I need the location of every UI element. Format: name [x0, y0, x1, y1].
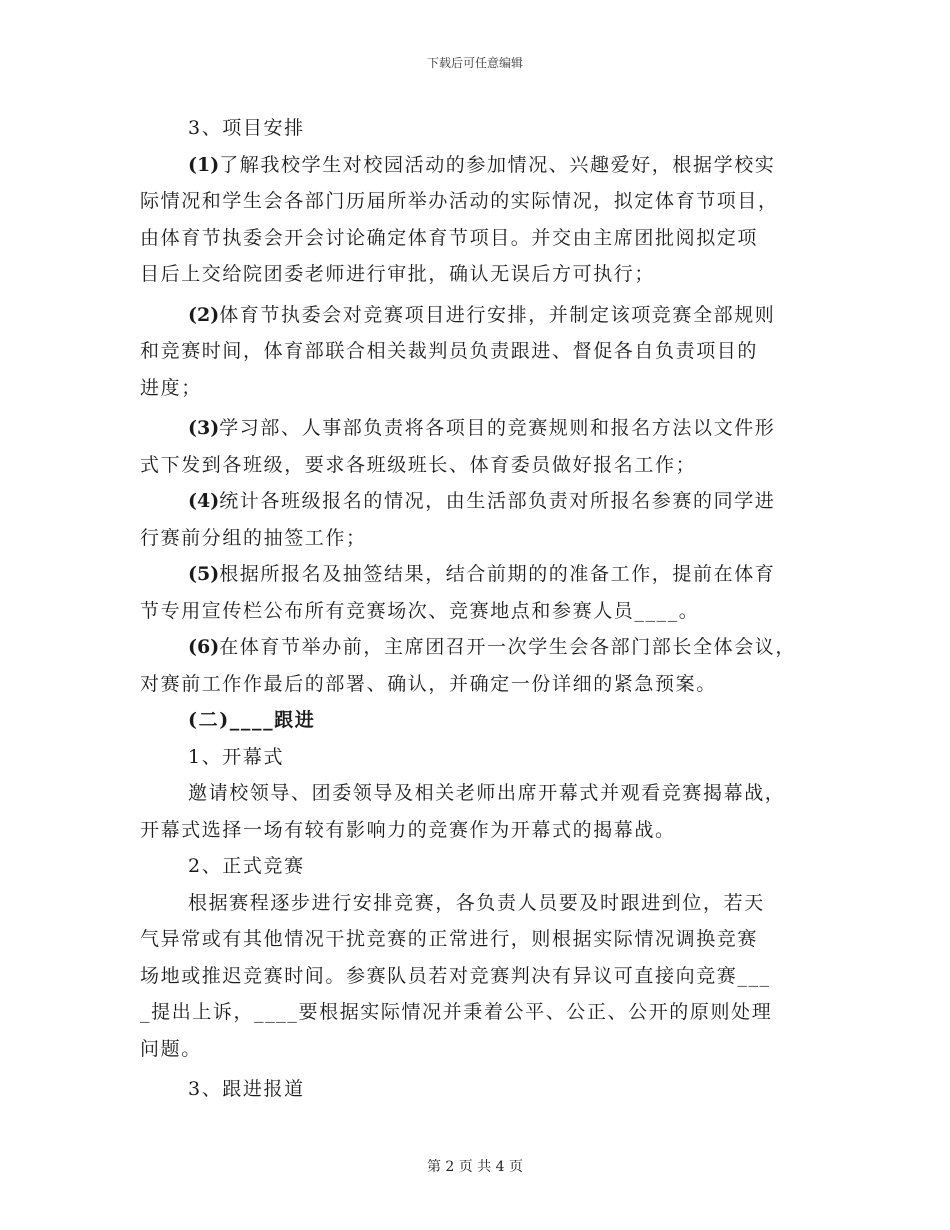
paragraph-line: 气异常或有其他情况干扰竞赛的正常进行，则根据实际情况调换竞赛 — [140, 928, 759, 950]
paragraph-line: 根据所报名及抽签结果，结合前期的的准备工作，提前在体育 — [219, 563, 776, 585]
paragraph-line: 场地或推迟竞赛时间。参赛队员若对竞赛判决有异议可直接向竞赛___ — [140, 964, 771, 987]
paragraph-line: 邀请校领导、团委领导及相关老师出席开幕式并观看竞赛揭幕战， — [188, 782, 786, 804]
paragraph-4 — [140, 483, 820, 556]
section-title-opening: 1、开幕式 — [188, 745, 285, 768]
section-title-project-arrangement: 3、项目安排 — [188, 117, 305, 139]
paragraph-2 — [140, 297, 820, 407]
paragraph-5 — [140, 556, 820, 629]
paragraph-opening — [140, 775, 820, 848]
paragraph-line: _提出上诉，____要根据实际情况并秉着公平、公正、公开的原则处理 — [140, 1001, 773, 1023]
item-number: (1) — [188, 153, 220, 176]
item-number: (6) — [188, 636, 220, 658]
paragraph-line: 进度； — [140, 376, 202, 399]
header-note: 下载后可任意编辑 — [426, 56, 523, 70]
paragraph-line: 节专用宣传栏公布所有竞赛场次、竞赛地点和参赛人员____。 — [140, 599, 700, 622]
paragraph-1 — [140, 147, 820, 293]
paragraph-line: 学习部、人事部负责将各项目的竞赛规则和报名方法以文件形 — [219, 417, 776, 439]
paragraph-line: 际情况和学生会各部门历届所举办活动的实际情况，拟定体育节项目， — [140, 190, 779, 212]
section-title-follow-up-report: 3、跟进报道 — [188, 1078, 305, 1100]
paragraph-line: 目后上交给院团委老师进行审批，确认无误后方可执行； — [140, 263, 656, 285]
paragraph-line: 由体育节执委会开会讨论确定体育节项目。并交由主席团批阅拟定项 — [140, 226, 759, 249]
paragraph-3 — [140, 410, 820, 483]
paragraph-line: 在体育节举办前，主席团召开一次学生会各部门部长全体会议， — [219, 636, 797, 658]
item-number: (4) — [188, 490, 220, 512]
item-number: (3) — [188, 417, 220, 439]
paragraph-formal — [140, 885, 820, 1068]
paragraph-line: 统计各班级报名的情况，由生活部负责对所报名参赛的同学进 — [219, 490, 776, 512]
section-title-formal-competition: 2、正式竞赛 — [188, 855, 305, 877]
item-number: (2) — [188, 303, 220, 326]
paragraph-line: 开幕式选择一场有较有影响力的竞赛作为开幕式的揭幕战。 — [140, 818, 676, 841]
part-two-heading: (二)____跟进 — [188, 709, 316, 731]
item-number: (5) — [188, 563, 220, 585]
paragraph-line: 问题。 — [140, 1037, 202, 1060]
paragraph-line: 体育节执委会对竞赛项目进行安排，并制定该项竞赛全部规则 — [219, 303, 776, 326]
paragraph-line: 根据赛程逐步进行安排竞赛，各负责人员要及时跟进到位，若天 — [188, 891, 765, 914]
paragraph-line: 行赛前分组的抽签工作； — [140, 526, 367, 549]
document-body — [140, 110, 820, 1108]
paragraph-line: 了解我校学生对校园活动的参加情况、兴趣爱好，根据学校实 — [219, 153, 776, 176]
paragraph-line: 和竞赛时间，体育部联合相关裁判员负责跟进、督促各自负责项目的 — [140, 340, 759, 362]
paragraph-6 — [140, 629, 820, 702]
paragraph-line: 式下发到各班级，要求各班级班长、体育委员做好报名工作； — [140, 453, 697, 476]
paragraph-line: 对赛前工作作最后的部署、确认，并确定一份详细的紧急预案。 — [140, 672, 717, 695]
page-number: 第 2 页 共 4 页 — [426, 1159, 524, 1175]
